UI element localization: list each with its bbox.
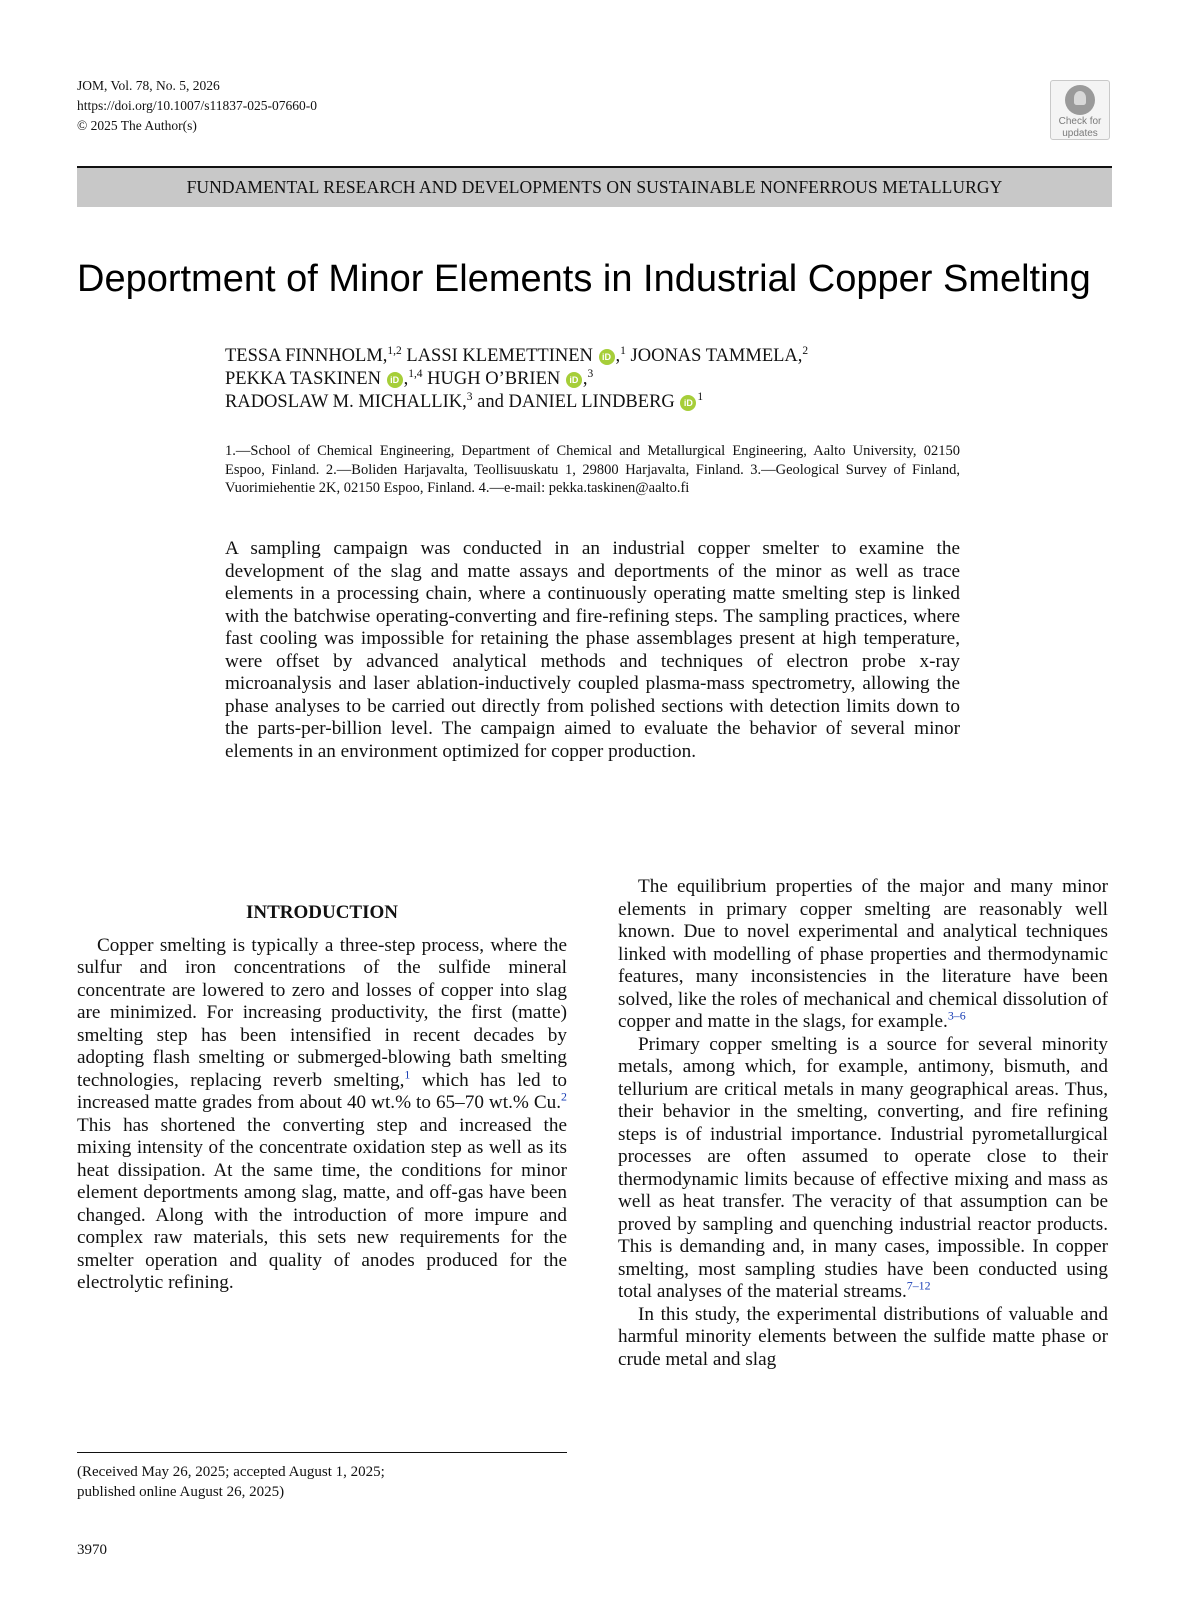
author-name: JOONAS TAMMELA, xyxy=(630,346,803,366)
body-text: In this study, the experimental distributions of valuable and harmful minority elements between the sulfide matte phase or crude metal and slag xyxy=(618,1303,1108,1370)
footnote-rule xyxy=(77,1452,567,1453)
orcid-icon[interactable]: iD xyxy=(387,372,403,388)
bookmark-icon xyxy=(1065,85,1095,115)
paper-title: Deportment of Minor Elements in Industrial Copper Smelting xyxy=(77,258,1091,300)
body-text: This has shortened the converting step and increased the mixing intensity of the concentrate oxidation step as well as its heat dissipation. At the same time, the conditions for minor element deportments among slag, matte, and off-gas have been changed. Along with the introduction of more impure and complex raw materials, this sets new requirements for the smelter operation and quality of anodes produced for the electrolytic refining. xyxy=(77,1114,567,1293)
page-number: 3970 xyxy=(77,1542,107,1558)
received-line: (Received May 26, 2025; accepted August 1, 2025; xyxy=(77,1464,385,1480)
doi-link[interactable]: https://doi.org/10.1007/s11837-025-07660-0 xyxy=(77,98,318,113)
body-text: which has led to increased matte grades from about 40 wt.% to 65–70 wt.% Cu. xyxy=(77,1069,567,1113)
check-for-updates-badge[interactable] xyxy=(1050,80,1110,140)
author-name: PEKKA TASKINEN xyxy=(225,369,381,389)
author-name: LASSI KLEMETTINEN xyxy=(406,346,593,366)
left-column xyxy=(77,888,567,1295)
author-line-3 xyxy=(225,391,808,414)
reference-link[interactable]: 2 xyxy=(561,1089,567,1104)
author-line-2: PEKKA TASKINEN iD ,$^{1,4}$ HUGH O’BRIEN iD ,$^3$ xyxy=(225,367,594,389)
orcid-icon[interactable]: iD xyxy=(566,372,582,388)
reference-link[interactable]: 1 xyxy=(404,1067,411,1082)
body-paragraph xyxy=(618,1304,1108,1372)
body-paragraph xyxy=(77,935,567,1295)
author-affiliation: 3 xyxy=(587,367,594,380)
published-line: published online August 26, 2025) xyxy=(77,1484,285,1500)
copyright: © 2025 The Author(s) xyxy=(77,118,197,133)
author-affiliation: 1 xyxy=(697,390,704,403)
author-name: TESSA FINNHOLM, xyxy=(225,346,388,366)
author-affiliation: 1 xyxy=(620,344,626,357)
author-name: RADOSLAW M. MICHALLIK, xyxy=(225,392,467,412)
orcid-icon[interactable]: iD xyxy=(680,395,696,411)
right-column xyxy=(618,876,1108,1371)
reference-link[interactable]: 7–12 xyxy=(906,1278,931,1293)
abstract: A sampling campaign was conducted in an industrial copper smelter to examine the development of the slag and matte assays and deportments of the minor as well as trace elements in a processing chain, where a continuously operating matte smelting step is linked with the batchwise operating-converting and fire-refining steps. The sampling practices, where fast cooling was impossible for retaining the phase assemblages present at high temperature, were offset by advanced analytical methods and techniques of electron probe x-ray microanalysis and laser ablation-inductively coupled plasma-mass spectrometry, allowing the phase analyses to be carried out directly from polished sections with detection limits down to the parts-per-billion level. The campaign aimed to evaluate the behavior of several minor elements in an environment optimized for copper production. xyxy=(225,538,960,762)
body-paragraph xyxy=(618,876,1108,1034)
author-name: DANIEL LINDBERG xyxy=(508,392,675,412)
badge-label-2: updates xyxy=(1062,128,1098,139)
author-name: HUGH O’BRIEN xyxy=(427,369,561,389)
author-line-1: TESSA FINNHOLM,$^{1,2}$ LASSI KLEMETTINEN iD ,$^1$ JOONAS TAMMELA,$^2$ xyxy=(225,344,809,366)
journal-metadata xyxy=(77,76,317,136)
received-dates xyxy=(77,1462,385,1502)
section-banner: FUNDAMENTAL RESEARCH AND DEVELOPMENTS ON SUSTAINABLE NONFERROUS METALLURGY xyxy=(77,168,1112,207)
affiliations: 1.—School of Chemical Engineering, Department of Chemical and Metallurgical Engineering, Aalto University, 02150 Espoo, Finland. 2.—Boliden Harjavalta, Teollisuuskatu 1, 29800 Harjavalta, Finland. 3.—Geological Survey of Finland, Vuorimiehentie 2K, 02150 Espoo, Finland. 4.—e-mail: pekka.taskinen@aalto.fi xyxy=(225,443,960,496)
badge-label-1: Check for xyxy=(1058,116,1102,127)
author-conjunction: and xyxy=(477,392,504,412)
body-text: Copper smelting is typically a three-step process, where the sulfur and iron concentrations of the sulfide mineral concentrate are lowered to zero and losses of copper into slag are minimized. For increasing productivity, the first (matte) smelting step has been intensified in recent decades by adopting flash smelting or submerged-blowing bath smelting technologies, replacing reverb smelting, xyxy=(77,934,567,1091)
orcid-icon[interactable]: iD xyxy=(599,349,615,365)
author-affiliation: 2 xyxy=(802,344,809,357)
body-paragraph xyxy=(618,1034,1108,1304)
reference-link[interactable]: 3–6 xyxy=(947,1008,966,1023)
body-text: Primary copper smelting is a source for several minority metals, among which, for example, antimony, bismuth, and tellurium are critical metals in many geographical areas. Thus, their behavior in the smelting, converting, and fire refining steps is of industrial importance. Industrial pyrometallurgical processes are often assumed to operate close to their thermodynamic limits because of effective mixing and mass as well as heat transfer. The veracity of that assumption can be proved by sampling and quenching industrial reactor products. This is demanding and, in many cases, impossible. In copper smelting, most sampling studies have been conducted using total analyses of the material streams. xyxy=(618,1033,1108,1302)
section-heading: INTRODUCTION xyxy=(245,902,399,923)
author-affiliation: 3 xyxy=(466,390,473,403)
body-text: The equilibrium properties of the major and many minor elements in primary copper smelting are reasonably well known. Due to novel experimental and analytical techniques linked with modelling of phase properties and thermodynamic features, many inconsistencies in the literature have been solved, like the roles of mechanical and chemical dissolution of copper and matte in the slags, for example. xyxy=(618,876,1108,1032)
author-affiliation: 1,4 xyxy=(408,367,423,380)
journal-citation: JOM, Vol. 78, No. 5, 2026 xyxy=(77,78,220,93)
author-affiliation: 1,2 xyxy=(387,344,402,357)
author-list xyxy=(225,345,808,414)
